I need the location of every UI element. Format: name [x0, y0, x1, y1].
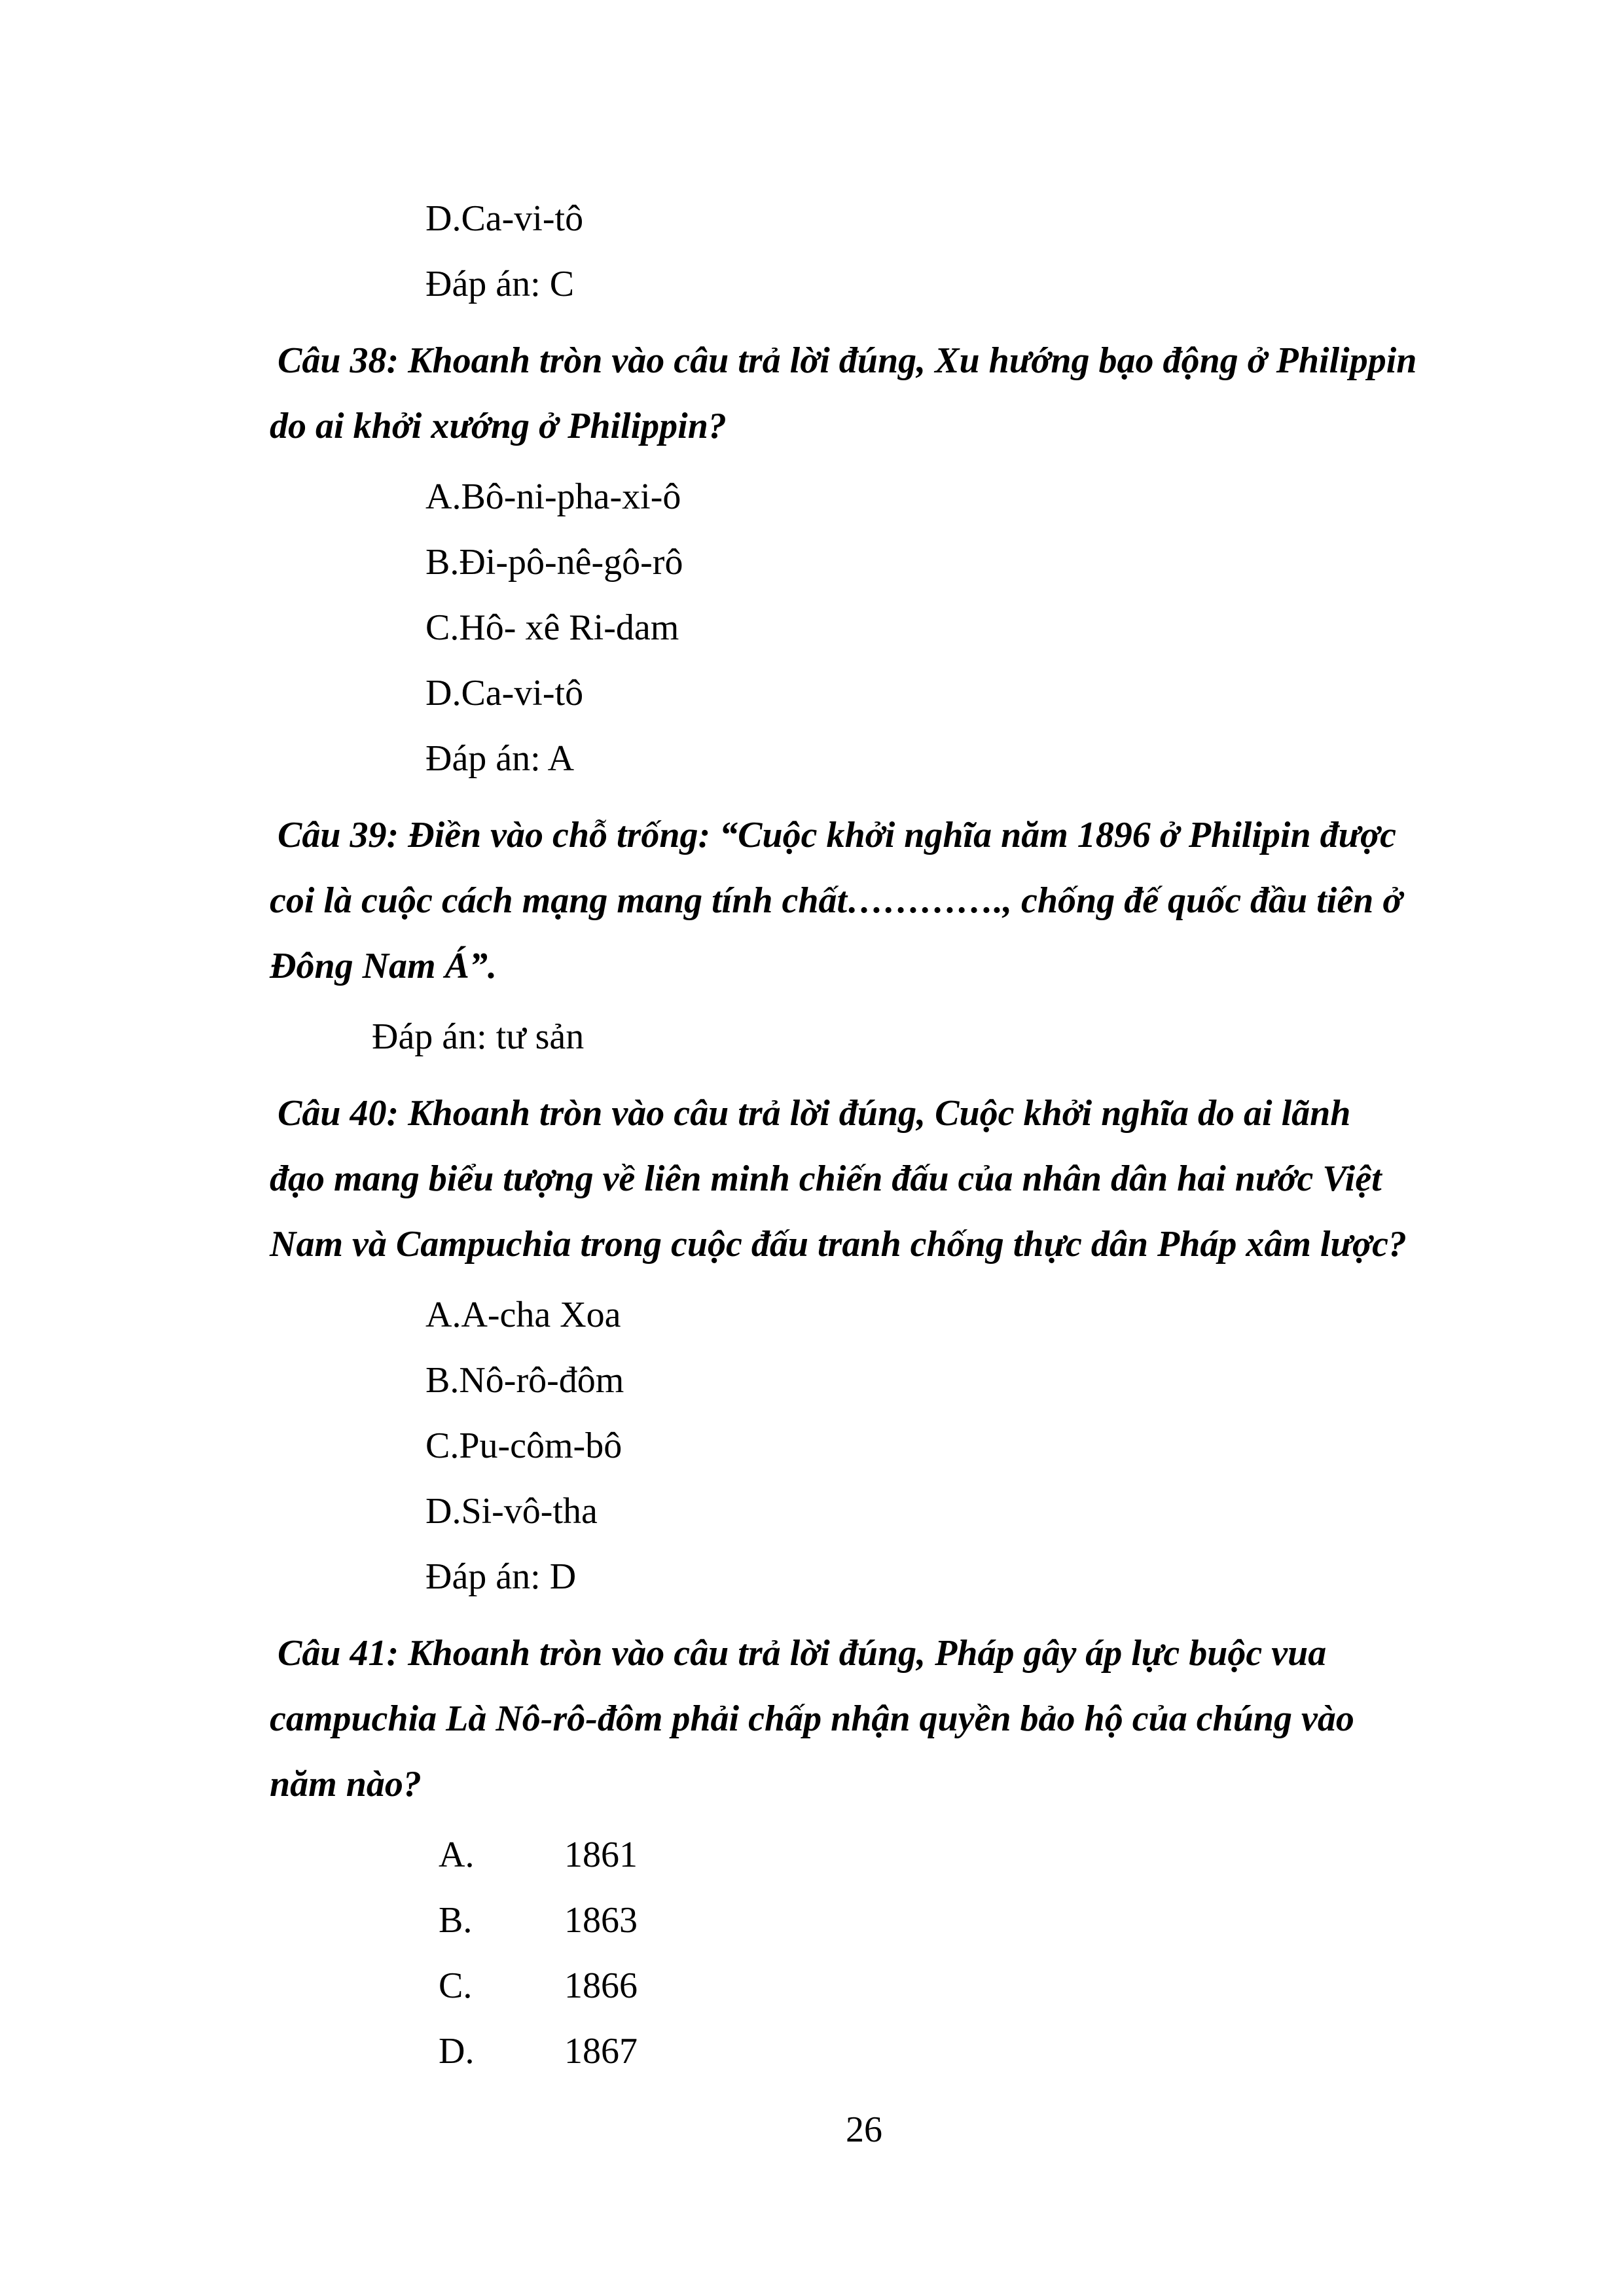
q41-line-1: Câu 41: Khoanh tròn vào câu trả lời đúng, Pháp gây áp lực buộc vua: [278, 1633, 1327, 1674]
q38-option-a: A.Bô-ni-pha-xi-ô: [425, 476, 681, 517]
q39-line-3: Đông Nam Á”.: [270, 946, 497, 986]
q40-line-2: đạo mang biểu tượng về liên minh chiến đấu của nhân dân hai nước Việt: [270, 1158, 1382, 1199]
q41-line-3: năm nào?: [270, 1764, 422, 1804]
q41-option-b-letter: B.: [439, 1900, 473, 1941]
q40-line-3: Nam và Campuchia trong cuộc đấu tranh chống thực dân Pháp xâm lược?: [270, 1224, 1407, 1265]
q40-option-c: C.Pu-côm-bô: [425, 1426, 623, 1466]
q38-line-2: do ai khởi xướng ở Philippin?: [270, 406, 727, 446]
q41-option-d-value: 1867: [564, 2031, 638, 2072]
q38-answer: Đáp án: A: [425, 738, 575, 779]
q40-option-a: A.A-cha Xoa: [425, 1295, 621, 1335]
q41-option-c-letter: C.: [439, 1965, 473, 2006]
q38-line-1: Câu 38: Khoanh tròn vào câu trả lời đúng, Xu hướng bạo động ở Philippin: [278, 340, 1417, 381]
option-d-prev: D.Ca-vi-tô: [425, 198, 584, 239]
q39-line-1: Câu 39: Điền vào chỗ trống: “Cuộc khởi nghĩa năm 1896 ở Philipin được: [278, 815, 1397, 855]
q39-line-2: coi là cuộc cách mạng mang tính chất…………., chống đế quốc đầu tiên ở: [270, 880, 1403, 921]
q41-option-a-value: 1861: [564, 1835, 638, 1875]
q38-option-d: D.Ca-vi-tô: [425, 673, 584, 713]
q38-option-c: C.Hô- xê Ri-dam: [425, 607, 679, 648]
q41-option-b-value: 1863: [564, 1900, 638, 1941]
q41-line-2: campuchia Là Nô-rô-đôm phải chấp nhận quyền bảo hộ của chúng vào: [270, 1698, 1354, 1739]
answer-prev: Đáp án: C: [425, 264, 575, 304]
q41-option-d-letter: D.: [439, 2031, 475, 2072]
q41-option-a-letter: A.: [439, 1835, 475, 1875]
q38-option-b: B.Đi-pô-nê-gô-rô: [425, 542, 683, 583]
q40-answer: Đáp án: D: [425, 1556, 577, 1597]
q40-option-b: B.Nô-rô-đôm: [425, 1360, 624, 1401]
q40-option-d: D.Si-vô-tha: [425, 1491, 598, 1532]
q39-answer: Đáp án: tư sản: [372, 1016, 585, 1057]
page-number: 26: [846, 2109, 882, 2150]
q40-line-1: Câu 40: Khoanh tròn vào câu trả lời đúng, Cuộc khởi nghĩa do ai lãnh: [278, 1093, 1351, 1134]
q41-option-c-value: 1866: [564, 1965, 638, 2006]
